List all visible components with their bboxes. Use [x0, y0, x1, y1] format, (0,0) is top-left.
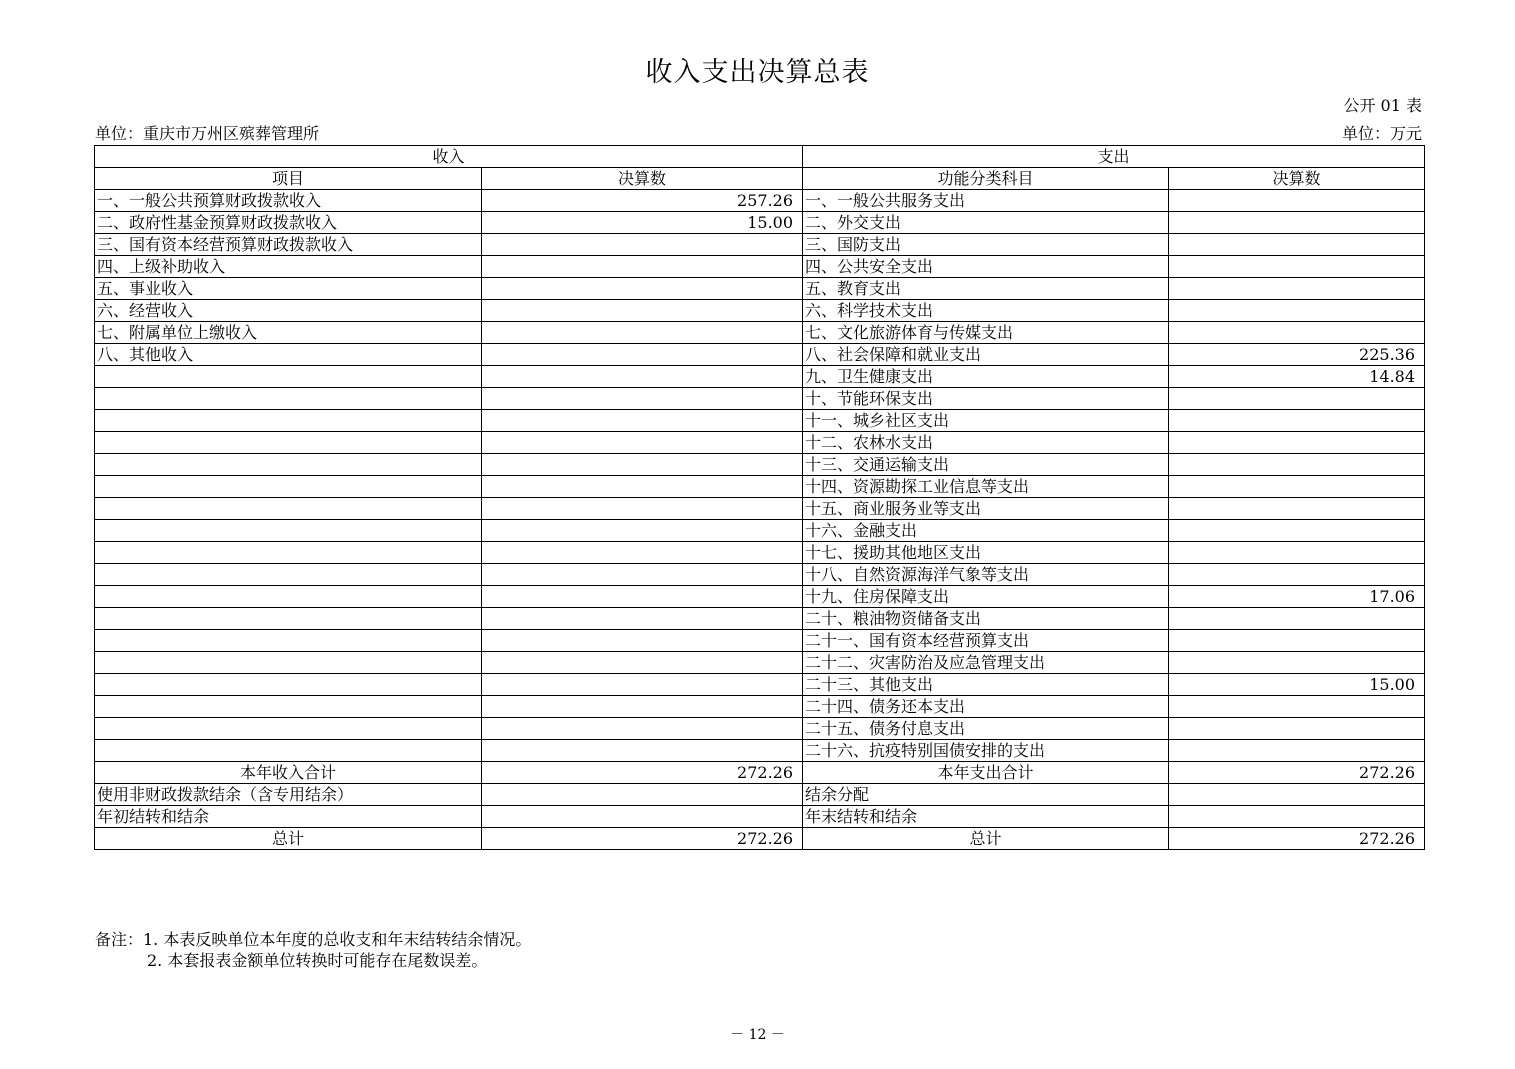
expense-item-cell: 十九、住房保障支出 — [803, 586, 1169, 608]
table-row — [95, 432, 1425, 454]
income-amount-cell — [482, 388, 803, 410]
income-amount-cell — [482, 806, 803, 828]
income-amount-cell — [482, 608, 803, 630]
table-row — [95, 212, 1425, 234]
expense-item-cell: 十五、商业服务业等支出 — [803, 498, 1169, 520]
income-item-cell: 使用非财政拨款结余（含专用结余） — [95, 784, 482, 806]
expense-item-cell: 十二、农林水支出 — [803, 432, 1169, 454]
income-amount-cell — [482, 718, 803, 740]
income-subtotal-label: 本年收入合计 — [95, 762, 482, 784]
expense-amount-cell: 14.84 — [1169, 366, 1425, 388]
expense-item-cell: 二十二、灾害防治及应急管理支出 — [803, 652, 1169, 674]
income-amount-cell — [482, 322, 803, 344]
expense-item-cell: 二十三、其他支出 — [803, 674, 1169, 696]
income-subtotal-amount: 272.26 — [482, 762, 803, 784]
expense-subtotal-label: 本年支出合计 — [803, 762, 1169, 784]
expense-item-cell: 一、一般公共服务支出 — [803, 190, 1169, 212]
expense-total-amount: 272.26 — [1169, 828, 1425, 850]
income-amount-cell — [482, 740, 803, 762]
expense-amount-cell — [1169, 784, 1425, 806]
income-amount-cell — [482, 476, 803, 498]
table-row — [95, 476, 1425, 498]
income-item-cell — [95, 410, 482, 432]
table-row — [95, 520, 1425, 542]
income-amount-cell: 257.26 — [482, 190, 803, 212]
table-row — [95, 718, 1425, 740]
income-item-cell: 三、国有资本经营预算财政拨款收入 — [95, 234, 482, 256]
expense-amount-cell — [1169, 278, 1425, 300]
expense-amount-cell: 17.06 — [1169, 586, 1425, 608]
expense-item-cell: 七、文化旅游体育与传媒支出 — [803, 322, 1169, 344]
income-amount-cell — [482, 520, 803, 542]
expense-item-cell: 二、外交支出 — [803, 212, 1169, 234]
expense-amount-cell — [1169, 498, 1425, 520]
expense-amount-cell — [1169, 564, 1425, 586]
table-row — [95, 234, 1425, 256]
column-header-function: 功能分类科目 — [803, 168, 1169, 190]
expense-item-cell: 十一、城乡社区支出 — [803, 410, 1169, 432]
table-row — [95, 630, 1425, 652]
table-row — [95, 344, 1425, 366]
expense-item-cell: 结余分配 — [803, 784, 1169, 806]
income-amount-cell — [482, 344, 803, 366]
income-amount-cell — [482, 586, 803, 608]
income-item-cell — [95, 388, 482, 410]
note-1: 备注：1. 本表反映单位本年度的总收支和年末结转结余情况。 — [95, 930, 532, 949]
expense-item-cell: 五、教育支出 — [803, 278, 1169, 300]
expense-amount-cell — [1169, 256, 1425, 278]
expense-amount-cell — [1169, 630, 1425, 652]
income-item-cell — [95, 498, 482, 520]
expense-amount-cell — [1169, 740, 1425, 762]
income-item-cell: 一、一般公共预算财政拨款收入 — [95, 190, 482, 212]
expense-item-cell: 八、社会保障和就业支出 — [803, 344, 1169, 366]
income-amount-cell: 15.00 — [482, 212, 803, 234]
expense-amount-cell — [1169, 410, 1425, 432]
table-row — [95, 652, 1425, 674]
expense-item-cell: 六、科学技术支出 — [803, 300, 1169, 322]
expense-total-label: 总计 — [803, 828, 1169, 850]
expense-item-cell: 十八、自然资源海洋气象等支出 — [803, 564, 1169, 586]
income-amount-cell — [482, 454, 803, 476]
income-item-cell — [95, 366, 482, 388]
table-row — [95, 454, 1425, 476]
income-amount-cell — [482, 366, 803, 388]
expense-amount-cell — [1169, 718, 1425, 740]
income-item-cell — [95, 718, 482, 740]
table-row — [95, 410, 1425, 432]
table-row — [95, 322, 1425, 344]
income-amount-cell — [482, 630, 803, 652]
income-amount-cell — [482, 234, 803, 256]
income-amount-cell — [482, 498, 803, 520]
expense-item-cell: 二十一、国有资本经营预算支出 — [803, 630, 1169, 652]
income-item-cell — [95, 740, 482, 762]
income-item-cell — [95, 652, 482, 674]
table-row — [95, 696, 1425, 718]
table-row — [95, 608, 1425, 630]
expense-amount-cell — [1169, 696, 1425, 718]
income-section-header: 收入 — [95, 146, 803, 168]
income-amount-cell — [482, 410, 803, 432]
expense-amount-cell — [1169, 432, 1425, 454]
income-item-cell — [95, 586, 482, 608]
income-total-label: 总计 — [95, 828, 482, 850]
page-title: 收入支出决算总表 — [645, 57, 870, 88]
income-item-cell: 五、事业收入 — [95, 278, 482, 300]
expense-item-cell: 二十、粮油物资储备支出 — [803, 608, 1169, 630]
table-row — [95, 300, 1425, 322]
income-item-cell: 六、经营收入 — [95, 300, 482, 322]
expense-item-cell: 十、节能环保支出 — [803, 388, 1169, 410]
income-amount-cell — [482, 300, 803, 322]
income-amount-cell — [482, 432, 803, 454]
extra-row — [95, 806, 1425, 828]
expense-section-header: 支出 — [803, 146, 1425, 168]
expense-item-cell: 十三、交通运输支出 — [803, 454, 1169, 476]
expense-amount-cell — [1169, 806, 1425, 828]
income-amount-cell — [482, 542, 803, 564]
income-item-cell — [95, 454, 482, 476]
header-row-sections — [95, 146, 1425, 168]
table-row — [95, 542, 1425, 564]
expense-item-cell: 二十六、抗疫特别国债安排的支出 — [803, 740, 1169, 762]
table-row — [95, 740, 1425, 762]
income-amount-cell — [482, 652, 803, 674]
income-item-cell — [95, 630, 482, 652]
expense-item-cell: 三、国防支出 — [803, 234, 1169, 256]
column-header-amount-2: 决算数 — [1169, 168, 1425, 190]
income-amount-cell — [482, 564, 803, 586]
expense-item-cell: 十四、资源勘探工业信息等支出 — [803, 476, 1169, 498]
income-item-cell — [95, 520, 482, 542]
expense-amount-cell — [1169, 212, 1425, 234]
expense-amount-cell: 225.36 — [1169, 344, 1425, 366]
column-header-item: 项目 — [95, 168, 482, 190]
income-item-cell — [95, 696, 482, 718]
table-row — [95, 564, 1425, 586]
expense-amount-cell — [1169, 476, 1425, 498]
expense-subtotal-amount: 272.26 — [1169, 762, 1425, 784]
income-item-cell — [95, 608, 482, 630]
unit-currency: 单位：万元 — [1341, 124, 1422, 143]
expense-item-cell: 四、公共安全支出 — [803, 256, 1169, 278]
notes — [95, 929, 531, 971]
subtotal-row — [95, 762, 1425, 784]
income-item-cell — [95, 674, 482, 696]
total-row — [95, 828, 1425, 850]
table-row — [95, 674, 1425, 696]
expense-amount-cell — [1169, 608, 1425, 630]
income-amount-cell — [482, 784, 803, 806]
note-2: 2. 本套报表金额单位转换时可能存在尾数误差。 — [147, 951, 488, 970]
expense-item-cell: 二十五、债务付息支出 — [803, 718, 1169, 740]
expense-amount-cell: 15.00 — [1169, 674, 1425, 696]
budget-table — [94, 145, 1425, 850]
income-amount-cell — [482, 278, 803, 300]
expense-amount-cell — [1169, 542, 1425, 564]
income-item-cell: 二、政府性基金预算财政拨款收入 — [95, 212, 482, 234]
table-row — [95, 586, 1425, 608]
expense-amount-cell — [1169, 520, 1425, 542]
expense-amount-cell — [1169, 190, 1425, 212]
expense-amount-cell — [1169, 322, 1425, 344]
extra-row — [95, 784, 1425, 806]
column-header-amount: 决算数 — [482, 168, 803, 190]
expense-item-cell: 年末结转和结余 — [803, 806, 1169, 828]
income-item-cell — [95, 432, 482, 454]
table-row — [95, 498, 1425, 520]
expense-item-cell: 九、卫生健康支出 — [803, 366, 1169, 388]
expense-item-cell: 二十四、债务还本支出 — [803, 696, 1169, 718]
income-amount-cell — [482, 256, 803, 278]
income-item-cell — [95, 476, 482, 498]
expense-item-cell: 十七、援助其他地区支出 — [803, 542, 1169, 564]
income-item-cell: 年初结转和结余 — [95, 806, 482, 828]
expense-amount-cell — [1169, 652, 1425, 674]
unit-organization: 单位：重庆市万州区殡葬管理所 — [95, 124, 320, 143]
page-number: － 12 － — [730, 1027, 785, 1043]
form-number: 公开 01 表 — [1343, 96, 1422, 115]
income-item-cell — [95, 564, 482, 586]
expense-amount-cell — [1169, 454, 1425, 476]
income-item-cell: 四、上级补助收入 — [95, 256, 482, 278]
table-row — [95, 278, 1425, 300]
expense-amount-cell — [1169, 388, 1425, 410]
income-amount-cell — [482, 696, 803, 718]
table-row — [95, 366, 1425, 388]
income-amount-cell — [482, 674, 803, 696]
header-row-columns — [95, 168, 1425, 190]
income-item-cell: 七、附属单位上缴收入 — [95, 322, 482, 344]
expense-amount-cell — [1169, 300, 1425, 322]
expense-amount-cell — [1169, 234, 1425, 256]
table-row — [95, 256, 1425, 278]
expense-item-cell: 十六、金融支出 — [803, 520, 1169, 542]
income-item-cell: 八、其他收入 — [95, 344, 482, 366]
income-total-amount: 272.26 — [482, 828, 803, 850]
table-row — [95, 190, 1425, 212]
table-row — [95, 388, 1425, 410]
income-item-cell — [95, 542, 482, 564]
